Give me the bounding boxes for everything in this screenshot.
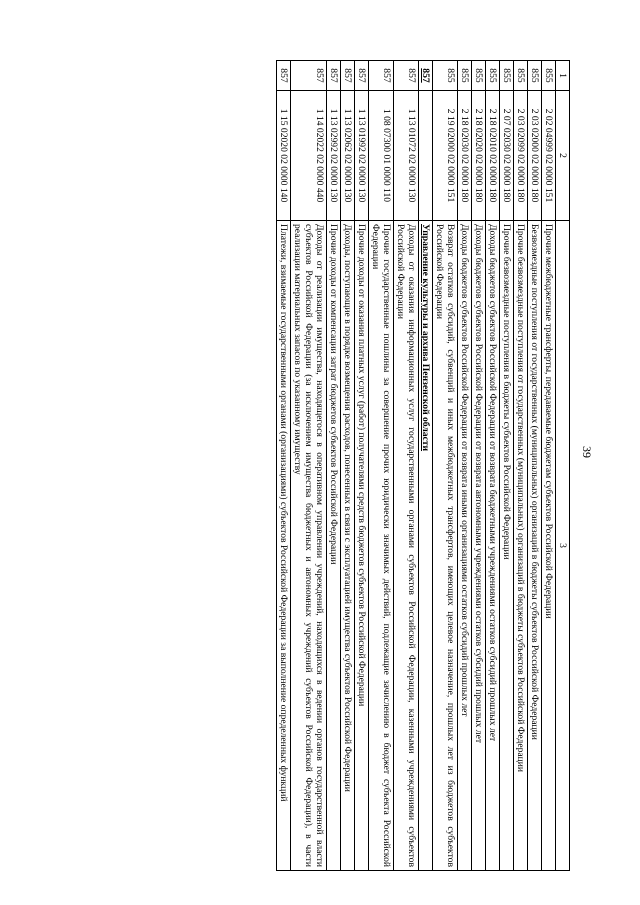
rotated-content — [80, 60, 570, 870]
table-row — [394, 61, 419, 871]
table-row — [542, 61, 556, 871]
description-cell: Платежи, взимаемые государственными органами (организациями) субъектов Российской Федерации за выполнение определенных функций — [277, 221, 291, 871]
description-cell: Доходы бюджетов субъектов Российской Федерации от возврата бюджетными учреждениями остатков субсидий прошлых лет — [486, 221, 500, 871]
budget-code-cell: 1 08 07300 01 0000 110 — [369, 91, 394, 221]
table-row — [472, 61, 486, 871]
table-row — [514, 61, 528, 871]
description-cell: Прочие государственные пошлины за совершение прочих юридически значимых действий, подлежащие зачислению в бюджет субъекта Российской Федерации — [369, 221, 394, 871]
description-cell: Безвозмездные поступления от государственных (муниципальных) организаций в бюджеты субъектов Российской Федерации — [528, 221, 542, 871]
table-row — [500, 61, 514, 871]
table-row — [341, 61, 355, 871]
admin-code-cell: 855 — [458, 61, 472, 91]
header-col-1: 1 — [556, 61, 570, 91]
section-row — [419, 61, 433, 871]
table-row — [458, 61, 472, 871]
budget-code-cell: 2 03 02000 02 0000 180 — [528, 91, 542, 221]
admin-code-cell: 855 — [433, 61, 458, 91]
admin-code-cell: 855 — [514, 61, 528, 91]
admin-code-cell: 857 — [394, 61, 419, 91]
table-row — [528, 61, 542, 871]
admin-code-cell: 855 — [486, 61, 500, 91]
description-cell: Прочие доходы от оказания платных услуг (работ) получателями средств бюджетов субъектов Российской Федерации — [355, 221, 369, 871]
description-cell: Прочие безвозмездные поступления от государственных (муниципальных) организаций в бюджеты субъектов Российской Федерации — [514, 221, 528, 871]
admin-code-cell: 857 — [355, 61, 369, 91]
admin-code-cell: 855 — [472, 61, 486, 91]
admin-code-cell: 857 — [277, 61, 291, 91]
table-row — [486, 61, 500, 871]
budget-code-cell: 1 13 02992 02 0000 130 — [327, 91, 341, 221]
budget-code-cell: 2 18 02010 02 0000 180 — [486, 91, 500, 221]
header-col-3: 3 — [556, 221, 570, 871]
admin-code-cell: 857 — [341, 61, 355, 91]
admin-code-cell: 857 — [291, 61, 327, 91]
description-cell: Доходы, поступающие в порядке возмещения расходов, понесенных в связи с эксплуатацией имущества субъектов Российской Федерации — [341, 221, 355, 871]
description-cell: Прочие доходы от компенсации затрат бюджетов субъектов Российской Федерации — [327, 221, 341, 871]
budget-code-cell: 2 18 02020 02 0000 180 — [472, 91, 486, 221]
landscape-sheet — [80, 60, 570, 870]
budget-code-cell: 2 19 02000 02 0000 151 — [433, 91, 458, 221]
budget-code-cell: 2 02 04999 02 0000 151 — [542, 91, 556, 221]
revenue-codes-table — [276, 60, 570, 871]
budget-code-cell: 2 07 02030 02 0000 180 — [500, 91, 514, 221]
description-cell: Управление культуры и архива Пензенской области — [419, 221, 433, 871]
admin-code-cell: 855 — [528, 61, 542, 91]
description-cell: Доходы бюджетов субъектов Российской Федерации от возврата иными организациями остатков субсидий прошлых лет — [458, 221, 472, 871]
budget-code-cell: 2 03 02099 02 0000 180 — [514, 91, 528, 221]
budget-code-cell: 1 14 02022 02 0000 440 — [291, 91, 327, 221]
admin-code-cell: 855 — [500, 61, 514, 91]
admin-code-cell: 855 — [542, 61, 556, 91]
page-number: 39 — [580, 446, 594, 458]
description-cell: Прочие безвозмездные поступления в бюджеты субъектов Российской Федерации — [500, 221, 514, 871]
admin-code-cell: 857 — [419, 61, 433, 91]
budget-code-cell: 1 13 02062 02 0000 130 — [341, 91, 355, 221]
table-row — [277, 61, 291, 871]
table-body — [277, 61, 556, 871]
table-row — [433, 61, 458, 871]
table-row — [291, 61, 327, 871]
description-cell: Доходы бюджетов субъектов Российской Федерации от возврата автономными учреждениями остатков субсидий прошлых лет — [472, 221, 486, 871]
header-col-2: 2 — [556, 91, 570, 221]
table-row — [327, 61, 341, 871]
budget-code-cell: 1 13 01072 02 0000 130 — [394, 91, 419, 221]
budget-code-cell: 1 15 02020 02 0000 140 — [277, 91, 291, 221]
budget-code-cell: 1 13 01992 02 0000 130 — [355, 91, 369, 221]
admin-code-cell: 857 — [369, 61, 394, 91]
description-cell: Доходы от оказания информационных услуг государственными органами субъектов Российской Федерации, казенными учреждениями субъектов Российской Федерации — [394, 221, 419, 871]
description-cell: Прочие межбюджетные трансферты, передаваемые бюджетам субъектов Российской Федерации — [542, 221, 556, 871]
admin-code-cell: 857 — [327, 61, 341, 91]
budget-code-cell — [419, 91, 433, 221]
table-row — [369, 61, 394, 871]
table-header-row — [556, 61, 570, 871]
table-row — [355, 61, 369, 871]
description-cell: Доходы от реализации имущества, находящегося в оперативном управлении учреждений, находящихся в ведении органов государственной власти субъектов Российской Федерации (за исключением имущества бюджетных и автономных учреждений субъектов Российской Федерации), в части реализации материальных запасов по указанному имуществу — [291, 221, 327, 871]
budget-code-cell: 2 18 02030 02 0000 180 — [458, 91, 472, 221]
description-cell: Возврат остатков субсидий, субвенций и иных межбюджетных трансфертов, имеющих целевое назначение, прошлых лет из бюджетов субъектов Российской Федерации — [433, 221, 458, 871]
